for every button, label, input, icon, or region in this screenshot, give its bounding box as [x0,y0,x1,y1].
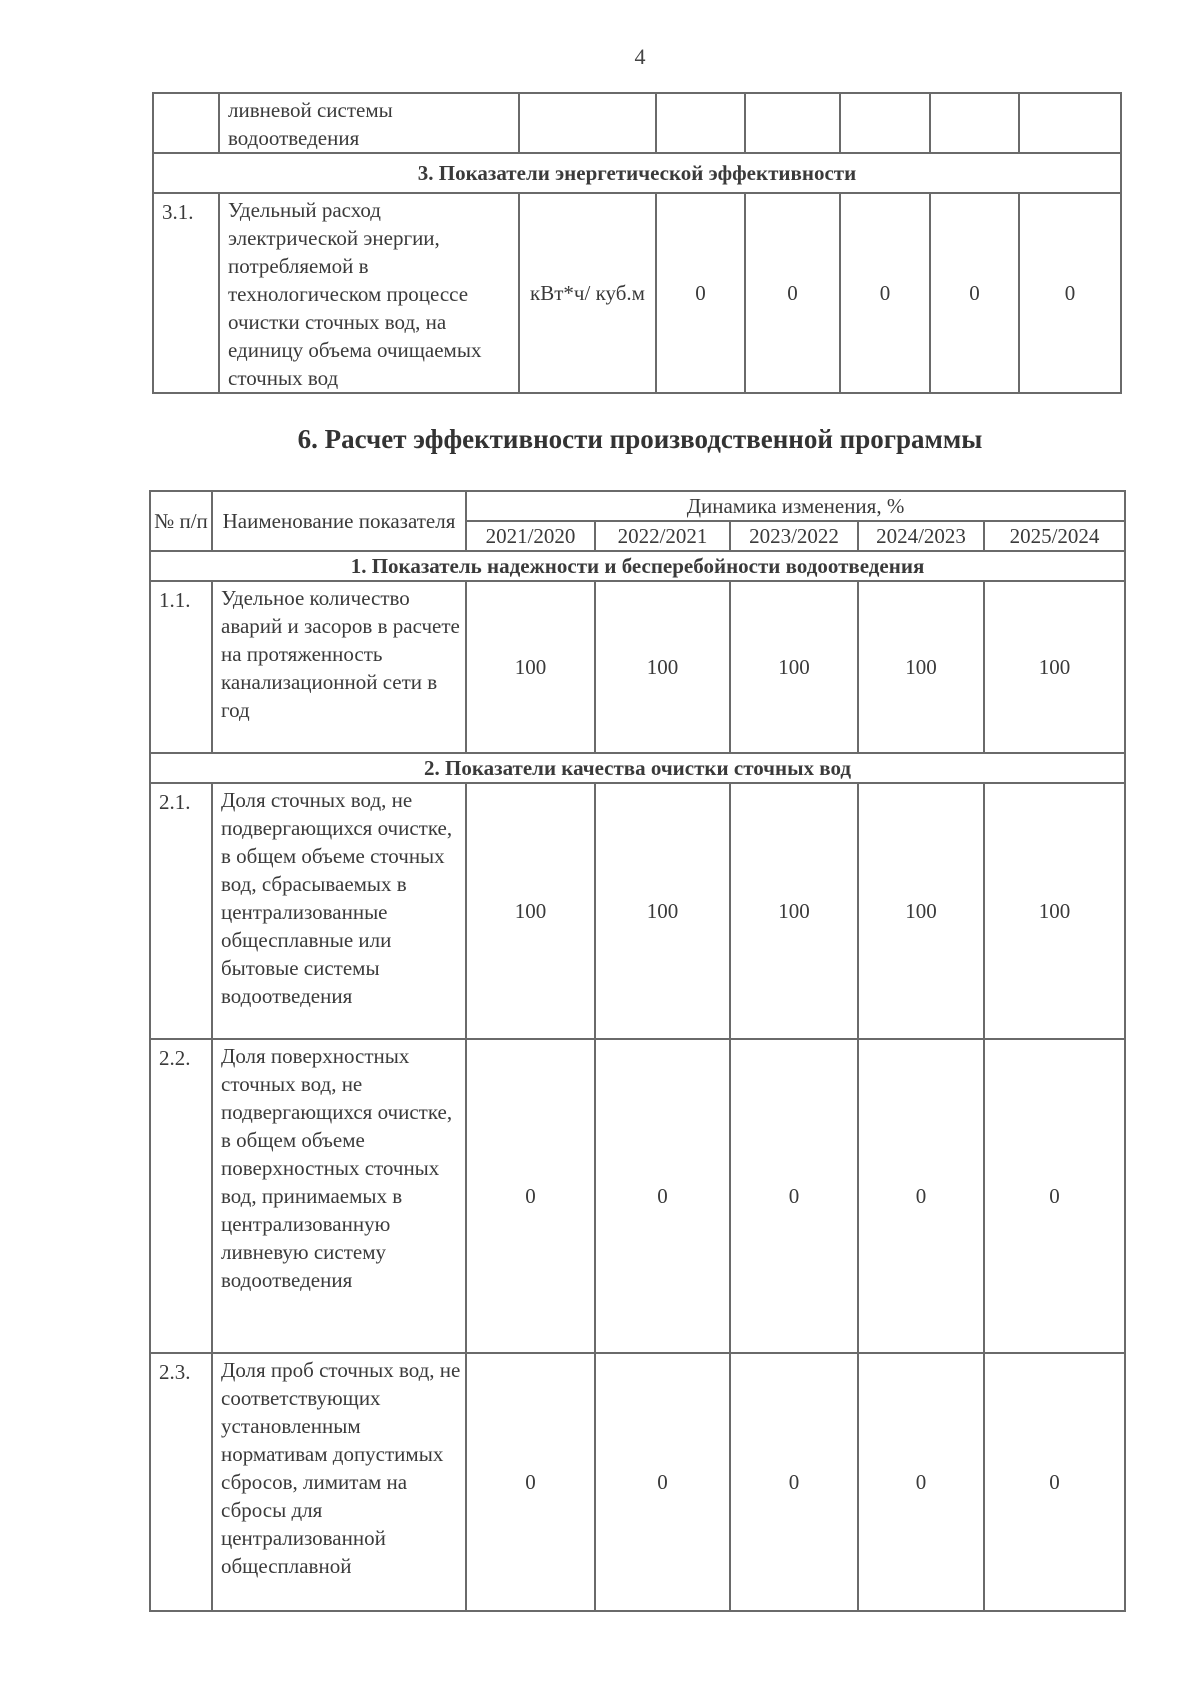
value-cell: 100 [984,783,1125,1039]
value-cell [656,93,745,153]
value-cell: 0 [858,1353,984,1611]
indicator-name: Доля поверхностных сточных вод, не подвергающихся очистке, в общем объеме поверхностных сточных вод, принимаемых в централизованную ливневую систему водоотведения [212,1039,466,1353]
value-cell: 0 [466,1353,595,1611]
value-cell: 0 [745,193,840,393]
value-cell: 100 [858,783,984,1039]
value-cell [840,93,930,153]
value-cell: 0 [840,193,930,393]
header-number: № п/п [150,491,212,551]
indicator-name: Удельное количество аварий и засоров в расчете на протяженность канализационной сети в год [212,581,466,753]
value-cell: 0 [595,1353,730,1611]
page-number: 4 [634,44,646,69]
value-cell: 100 [466,783,595,1039]
row-number: 3.1. [153,193,219,393]
value-cell [1019,93,1121,153]
value-cell: 0 [466,1039,595,1353]
table-row [150,1353,1125,1611]
value-cell: 100 [984,581,1125,753]
header-dynamics: Динамика изменения, % [466,491,1125,521]
row-number: 2.1. [150,783,212,1039]
indicator-name: ливневой системы водоотведения [219,93,519,153]
header-indicator-name: Наименование показателя [212,491,466,551]
value-cell: 0 [984,1039,1125,1353]
value-cell: 100 [466,581,595,753]
indicators-table-continued [152,92,1122,394]
value-cell: 0 [858,1039,984,1353]
value-cell: 0 [984,1353,1125,1611]
unit-cell [519,93,656,153]
header-period: 2021/2020 [466,521,595,551]
value-cell [930,93,1019,153]
value-cell: 0 [730,1353,858,1611]
header-period: 2024/2023 [858,521,984,551]
row-number [153,93,219,153]
value-cell: 0 [930,193,1019,393]
section-heading: 6. Расчет эффективности производственной программы [297,424,983,454]
header-row [150,491,1125,521]
row-number: 2.2. [150,1039,212,1353]
section-row [150,753,1125,783]
efficiency-table [149,490,1126,1612]
table-row [153,93,1121,153]
section-row [153,153,1121,193]
value-cell: 0 [656,193,745,393]
value-cell: 0 [595,1039,730,1353]
section-row [150,551,1125,581]
row-number: 2.3. [150,1353,212,1611]
table-row [153,193,1121,393]
value-cell: 100 [730,783,858,1039]
value-cell: 0 [730,1039,858,1353]
row-number: 1.1. [150,581,212,753]
section-title: 1. Показатель надежности и бесперебойности водоотведения [150,551,1125,581]
header-period: 2022/2021 [595,521,730,551]
header-period: 2023/2022 [730,521,858,551]
section-title: 2. Показатели качества очистки сточных вод [150,753,1125,783]
unit-cell: кВт*ч/ куб.м [519,193,656,393]
table-row [150,783,1125,1039]
section-title: 3. Показатели энергетической эффективности [153,153,1121,193]
value-cell: 100 [595,783,730,1039]
value-cell: 100 [730,581,858,753]
table-row [150,581,1125,753]
indicator-name: Доля сточных вод, не подвергающихся очистке, в общем объеме сточных вод, сбрасываемых в централизованные общесплавные или бытовые системы водоотведения [212,783,466,1039]
value-cell: 0 [1019,193,1121,393]
indicator-name: Удельный расход электрической энергии, потребляемой в технологическом процессе очистки сточных вод, на единицу объема очищаемых сточных вод [219,193,519,393]
value-cell: 100 [858,581,984,753]
table-row [150,1039,1125,1353]
value-cell: 100 [595,581,730,753]
value-cell [745,93,840,153]
indicator-name: Доля проб сточных вод, не соответствующих установленным нормативам допустимых сбросов, лимитам на сбросы для централизованной общесплавной [212,1353,466,1611]
header-period: 2025/2024 [984,521,1125,551]
